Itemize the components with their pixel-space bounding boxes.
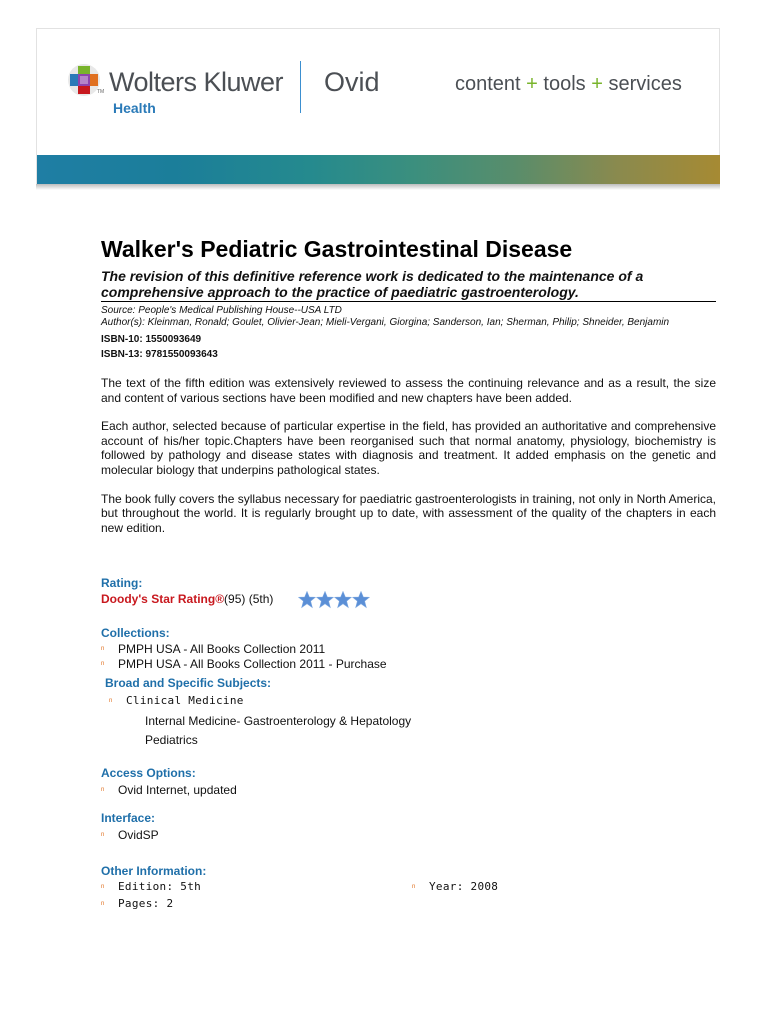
collection-item: PMPH USA - All Books Collection 2011 xyxy=(118,641,326,656)
bullet-icon: n xyxy=(101,786,105,793)
access-label: Access Options: xyxy=(101,766,196,780)
star-rating xyxy=(298,591,372,614)
book-authors: Author(s): Kleinman, Ronald; Goulet, Olivier-Jean; Mieli-Vergani, Giorgina; Sanderson, Ian; Sherman, Philip; Shneider, Benjamin xyxy=(101,317,670,328)
bullet-icon: n xyxy=(101,900,105,907)
list-item xyxy=(101,656,387,671)
description-paragraph-2: Each author, selected because of particular expertise in the field, has provided an authoritative and comprehensive account of his/her topic.Chapters have been reorganised such that normal anatomy, physiology, biochemistry is followed by pathology and disease states with diagnosis and treatment. It added emphasis on the genetic and molecular biology that underpins pathological states. xyxy=(101,419,716,477)
description-paragraph-3: The book fully covers the syllabus necessary for paediatric gastroenterologists in training, not only in North America, but throughout the world. It is regularly brought up to date, with assessment of the quality of the chapters in each new edition. xyxy=(101,491,716,535)
collection-item: PMPH USA - All Books Collection 2011 - Purchase xyxy=(118,656,387,671)
specific-subject: Pediatrics xyxy=(145,733,198,747)
tagline-tools: tools xyxy=(543,73,586,95)
interface-item: OvidSP xyxy=(118,827,159,842)
wolters-kluwer-logo-icon xyxy=(67,63,101,97)
list-item xyxy=(109,693,244,708)
star-icon xyxy=(335,592,352,608)
bullet-icon: n xyxy=(101,660,105,667)
doody-rating-value: (95) (5th) xyxy=(224,592,274,606)
edition-info: Edition: 5th xyxy=(118,880,202,893)
star-icon xyxy=(299,592,316,608)
tagline-plus-2: + xyxy=(591,73,603,95)
star-icon xyxy=(353,592,370,608)
tagline-content: content xyxy=(455,73,521,95)
list-item xyxy=(101,879,201,894)
collections-list xyxy=(101,641,387,671)
specific-subject: Internal Medicine- Gastroenterology & Hepatology xyxy=(145,714,412,728)
book-source: Source: People's Medical Publishing House--USA LTD xyxy=(101,305,342,316)
book-title: Walker's Pediatric Gastrointestinal Disease xyxy=(101,236,573,262)
subjects-label: Broad and Specific Subjects: xyxy=(105,676,272,690)
tagline-plus-1: + xyxy=(526,73,538,95)
bullet-icon: n xyxy=(109,697,113,704)
list-item xyxy=(101,782,237,797)
interface-label: Interface: xyxy=(101,811,156,825)
bullet-icon: n xyxy=(412,883,416,890)
header-banner xyxy=(36,28,720,184)
isbn-13: ISBN-13: 9781550093643 xyxy=(101,349,218,360)
star-rating-svg xyxy=(298,591,372,609)
collections-label: Collections: xyxy=(101,626,170,640)
brand-sub: Health xyxy=(113,100,156,116)
star-icon xyxy=(317,592,334,608)
rating-line xyxy=(101,592,273,606)
list-item xyxy=(101,827,159,842)
isbn-10: ISBN-10: 1550093649 xyxy=(101,334,202,345)
broad-subject: Clinical Medicine xyxy=(126,694,244,707)
rating-label: Rating: xyxy=(101,576,143,590)
brand-name: Wolters Kluwer xyxy=(109,67,284,97)
list-item xyxy=(101,641,387,656)
book-subtitle: The revision of this definitive reference work is dedicated to the maintenance of a comprehensive approach to the practice of paediatric gastroenterology. xyxy=(101,268,716,302)
bullet-icon: n xyxy=(101,645,105,652)
other-info-label: Other Information: xyxy=(101,864,207,878)
bullet-icon: n xyxy=(101,883,105,890)
tagline-services: services xyxy=(608,73,682,95)
pages-info: Pages: 2 xyxy=(118,897,174,910)
band-shadow xyxy=(36,184,720,190)
list-item xyxy=(412,879,498,894)
access-item: Ovid Internet, updated xyxy=(118,782,237,797)
description-paragraph-1: The text of the fifth edition was extensively reviewed to assess the continuing relevance and as a result, the size and content of various sections have been modified and new chapters have been added. xyxy=(101,376,716,405)
trademark-mark: TM xyxy=(97,89,105,95)
header-color-band xyxy=(37,155,720,185)
header-divider xyxy=(300,61,301,113)
doody-star-rating-link[interactable]: Doody's Star Rating® xyxy=(101,592,225,606)
list-item xyxy=(101,896,173,911)
product-name: Ovid xyxy=(324,67,380,97)
bullet-icon: n xyxy=(101,831,105,838)
book-record xyxy=(101,236,716,547)
tagline xyxy=(455,73,682,96)
year-info: Year: 2008 xyxy=(429,880,499,893)
